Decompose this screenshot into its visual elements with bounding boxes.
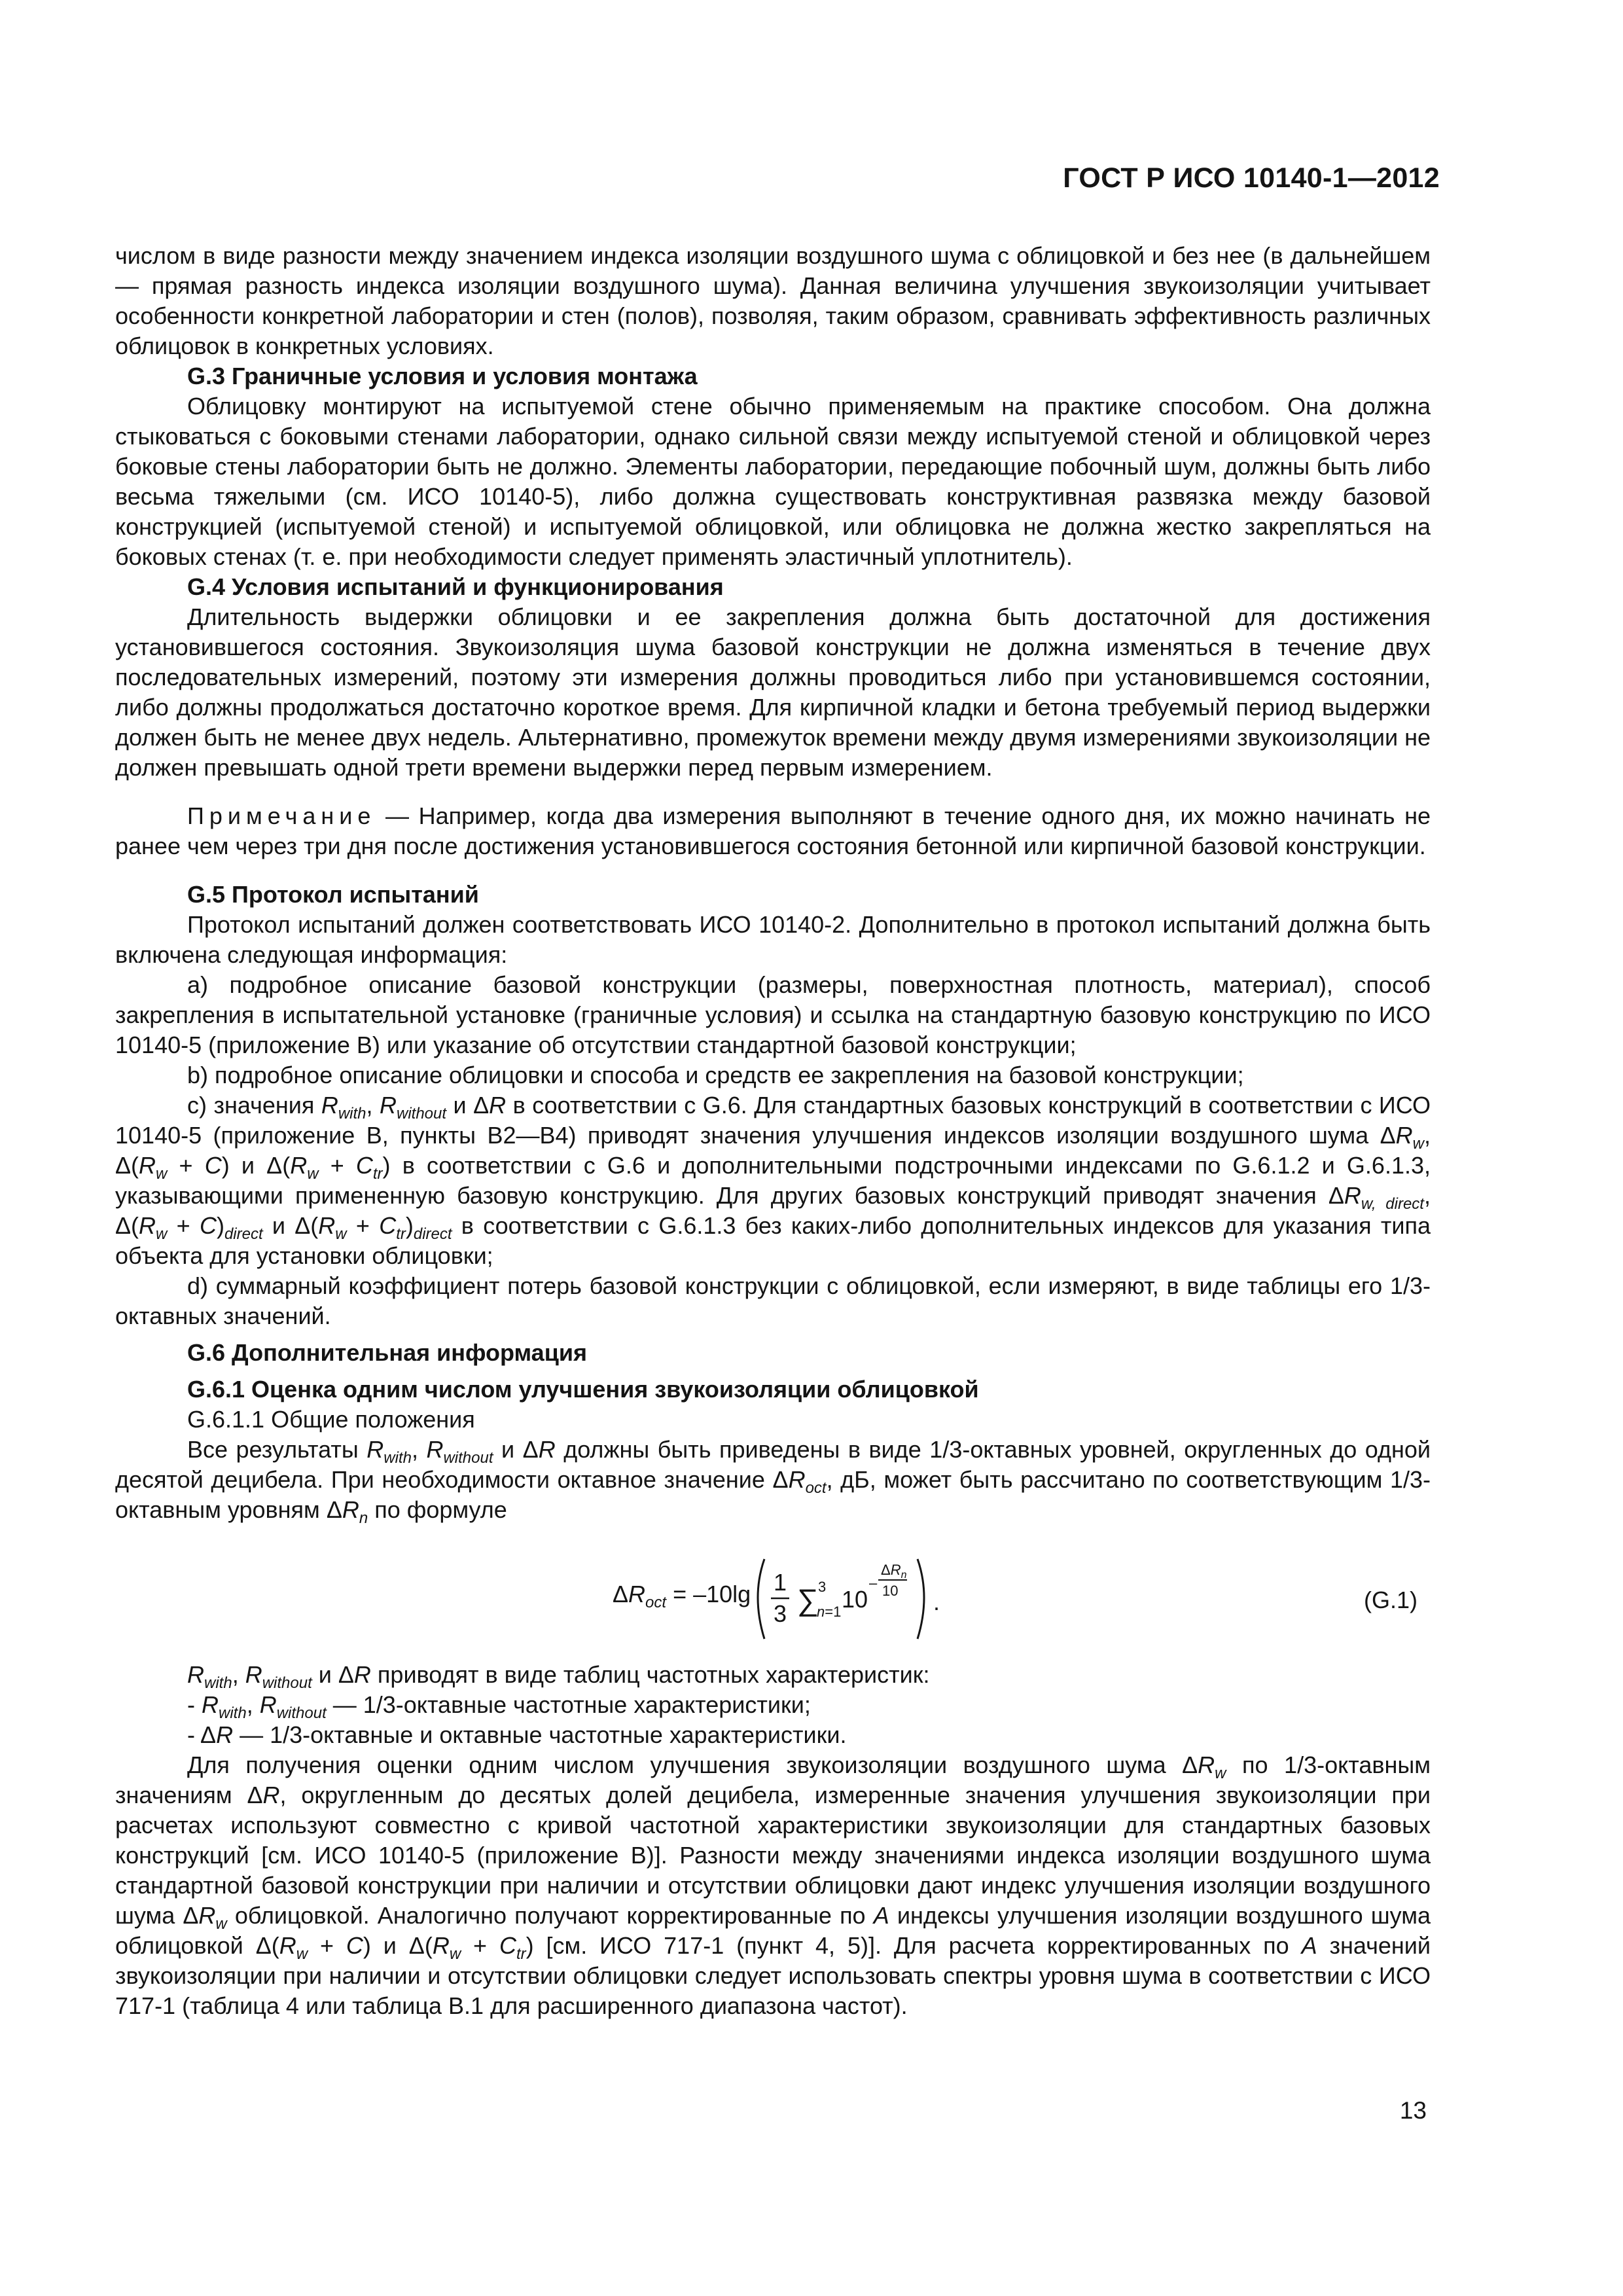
final-text-5: индексы улучшения изоляции воздушного шума облицовкой (115, 1902, 1431, 1959)
g611-text-2: должны быть приведены в виде 1/3-октавных уровней, округленных до одной десятой децибела. При необходимости октавное значение (115, 1436, 1431, 1493)
paragraph-after-formula: $R_{with}$, $R_{without}$ и ΔR приводят в виде таблиц частотных характеристик: (187, 1661, 930, 1693)
list-item-c: c) значения $R_{with}$, $R_{without}$ и ΔR в соответствии с G.6. Для стандартных базовых конструкций в соответствии с ИСО 10140-5 (приложение В, пункты В2—В4) приводят значения улучшения индексов изоляции воздушного шума $\Delta R_w$, $\Delta(R_w + C)$ и $\Delta(R_w + C_{tr})$ в соответствии с G.6 и дополнительными подстрочными индексами по G.6.1.2 и G.6.1.3, указывающими примененную базовую конструкцию. Для других базовых конструкций приводят значения $\Delta R_{w, direct}$, $\Delta(R_w + C)_{direct}$ и $\Delta(R_w + C_{tr})_{direct}$ в соответствии с G.6.1.3 без каких-либо дополнительных индексов для указания типа объекта для установки облицовки; (115, 1092, 1431, 1269)
item-c-text-1: c) значения (187, 1092, 321, 1119)
dash-item-2: - ΔR — 1/3-октавные и октавные частотные характеристики. (187, 1721, 847, 1748)
svg-text:ΔRn: $\Delta R_n$ (881, 1562, 907, 1581)
document-header: ГОСТ Р ИСО 10140-1—2012 (1063, 162, 1440, 194)
paragraph-g5: Протокол испытаний должен соответствовать ИСО 10140-2. Дополнительно в протокол испытаний должна быть включена следующая информация: (115, 911, 1431, 968)
dash-item-1: - $R_{with}$, $R_{without}$ — 1/3-октавные частотные характеристики; (187, 1691, 811, 1723)
item-c-text-4: в соответствии с G.6.1.3 без каких-либо дополнительных индексов для указания типа объекта для установки облицовки; (115, 1212, 1431, 1269)
svg-text:10: 10 (842, 1586, 868, 1613)
heading-g6: G.6 Дополнительная информация (187, 1339, 587, 1366)
page-number: 13 (1399, 2097, 1427, 2124)
final-text-7: значений звукоизоляции при наличии и отсутствии облицовки следует использовать спектры уровня шума в соответствии с ИСО 717-1 (таблица 4 или таблица В.1 для расширенного диапазона частот). (115, 1932, 1431, 2019)
paragraph-intro-continuation: числом в виде разности между значением индекса изоляции воздушного шума с облицовкой и без нее (в дальнейшем — прямая разность индекса изоляции воздушного шума). Данная величина улучшения звукоизоляции учитывает особенности конкретной лаборатории и стен (полов), позволяя, таким образом, сравнивать эффективность различных облицовок в конкретных условиях. (115, 242, 1431, 359)
paragraph-g4: Длительность выдержки облицовки и ее закрепления должна быть достаточной для достижения установившегося состояния. Звукоизоляция шума базовой конструкции не должна изменяться в течение двух последовательных измерений, поэтому эти измерения должны проводиться либо при установившемся состоянии, либо должны продолжаться достаточно короткое время. Для кирпичной кладки и бетона требуемый период выдержки должен быть не менее двух недель. Альтернативно, промежуток времени между двумя измерениями звукоизоляции не должен превышать одной трети времени выдержки перед первым измерением. (115, 603, 1431, 781)
page-content (115, 241, 1431, 2021)
svg-text:10: 10 (882, 1583, 899, 1599)
g611-text-4: по формуле (368, 1496, 507, 1523)
g611-text-3: , дБ, может быть рассчитано по соответствующим 1/3-октавным уровням (115, 1466, 1431, 1523)
heading-g61: G.6.1 Оценка одним числом улучшения звукоизоляции облицовкой (187, 1376, 979, 1403)
heading-g5: G.5 Протокол испытаний (187, 881, 479, 908)
heading-g4: G.4 Условия испытаний и функционирования (187, 573, 724, 600)
paragraph-g611: Все результаты $R_{with}$, $R_{without}$ и ΔR должны быть приведены в виде 1/3-октавных уровней, округленных до одной десятой децибела. При необходимости октавное значение $\Delta R_{oct}$, дБ, может быть рассчитано по соответствующим 1/3-октавным уровням $\Delta R_n$ по формуле (115, 1436, 1431, 1528)
equation-number: (G.1) (1363, 1587, 1418, 1613)
note-label: Примечание (187, 802, 376, 829)
final-text-2: по 1/3-октавным значениям (115, 1751, 1431, 1808)
list-item-a: a) подробное описание базовой конструкции (размеры, поверхностная плотность, материал), способ закрепления в испытательной установке (граничные условия) и ссылка на стандартную базовую конструкцию по ИСО 10140-5 (приложение В) или указание об отсутствии стандартной базовой конструкции; (115, 971, 1431, 1058)
dash2-text: — 1/3-октавные и октавные частотные характеристики. (233, 1721, 847, 1748)
list-item-d: d) суммарный коэффициент потерь базовой конструкции с облицовкой, если измеряют, в виде таблицы его 1/3-октавных значений. (115, 1272, 1431, 1329)
item-c-text-3: в соответствии с G.6 и дополнительными подстрочными индексами по G.6.1.2 и G.6.1.3, указывающими примененную базовую конструкцию. Для других базовых конструкций приводят значения (115, 1152, 1431, 1209)
final-text-3: , округленным до десятых долей децибела, измеренные значения улучшения звукоизоляции при расчетах используют совместно с кривой частотной характеристики звукоизоляции для стандартных базовых конструкций [см. ИСО 10140-5 (приложение В)]. Разности между значениями индекса изоляции воздушного шума стандартной базовой конструкции при наличии и отсутствии облицовки дают индекс улучшения изоляции воздушного шума (115, 1782, 1431, 1929)
final-text-4: облицовкой. Аналогично получают корректированные по (226, 1902, 874, 1929)
svg-text:3: 3 (774, 1600, 787, 1627)
final-text-6: [см. ИСО 717-1 (пункт 4, 5)]. Для расчета корректированных по (533, 1932, 1302, 1959)
dash1-text: — 1/3-октавные частотные характеристики; (326, 1691, 811, 1718)
after-formula-text: приводят в виде таблиц частотных характеристик: (370, 1661, 930, 1688)
svg-text:n=1: n=1 (817, 1604, 842, 1620)
heading-g611: G.6.1.1 Общие положения (187, 1406, 475, 1433)
svg-text:–: – (869, 1575, 878, 1591)
svg-text:ΔRoct = –10lg: $\Delta R_{oct} = -10\lg$ (613, 1581, 751, 1611)
paragraph-g3: Облицовку монтируют на испытуемой стене обычно применяемым на практике способом. Она должна стыковаться с боковыми стенами лаборатории, однако сильной связи между испытуемой стеной и облицовкой через боковые стены лаборатории быть не должно. Элементы лаборатории, передающие побочный шум, должны быть либо весьма тяжелыми (см. ИСО 10140-5), либо должна существовать конструктивная развязка между базовой конструкцией (испытуемой стеной) и испытуемой облицовкой, или облицовка не должна жестко закрепляться на боковых стенах (т. е. при необходимости следует применять эластичный уплотнитель). (115, 393, 1431, 570)
svg-text:3: 3 (818, 1579, 827, 1595)
heading-g3: G.3 Граничные условия и условия монтажа (187, 363, 698, 389)
list-item-b: b) подробное описание облицовки и способа и средств ее закрепления на базовой конструкции; (187, 1062, 1244, 1088)
svg-text:.: . (933, 1588, 940, 1615)
note-text: — Например, когда два измерения выполняют в течение одного дня, их можно начинать не ранее чем через три дня после достижения установившегося состояния бетонной или кирпичной базовой конструкции. (115, 802, 1431, 859)
paragraph-final: Для получения оценки одним числом улучшения звукоизоляции воздушного шума $\Delta R_w$ по 1/3-октавным значениям ΔR, округленным до десятых долей децибела, измеренные значения улучшения звукоизоляции при расчетах используют совместно с кривой частотной характеристики звукоизоляции для стандартных базовых конструкций [см. ИСО 10140-5 (приложение В)]. Разности между значениями индекса изоляции воздушного шума стандартной базовой конструкции при наличии и отсутствии облицовки дают индекс улучшения изоляции воздушного шума $\Delta R_w$ облицовкой. Аналогично получают корректированные по A индексы улучшения изоляции воздушного шума облицовкой $\Delta(R_w + C)$ и $\Delta(R_w + C_{tr})$ [см. ИСО 717-1 (пункт 4, 5)]. Для расчета корректированных по A значений звукоизоляции при наличии и отсутствии облицовки следует использовать спектры уровня шума в соответствии с ИСО 717-1 (таблица 4 или таблица В.1 для расширенного диапазона частот). (115, 1751, 1431, 2019)
formula-equation (613, 1547, 1071, 1645)
item-c-text-2: в соответствии с G.6. Для стандартных базовых конструкций в соответствии с ИСО 10140-5 (приложение В, пункты В2—В4) приводят значения улучшения индексов изоляции воздушного шума (115, 1092, 1431, 1149)
g611-text-1: Все результаты (187, 1436, 367, 1463)
svg-text:1: 1 (774, 1569, 787, 1596)
formula-g1 (115, 1542, 1431, 1647)
final-text-1: Для получения оценки одним числом улучшения звукоизоляции воздушного шума (187, 1751, 1183, 1778)
note-paragraph (115, 801, 1431, 861)
svg-text:∑: ∑ (797, 1583, 819, 1617)
